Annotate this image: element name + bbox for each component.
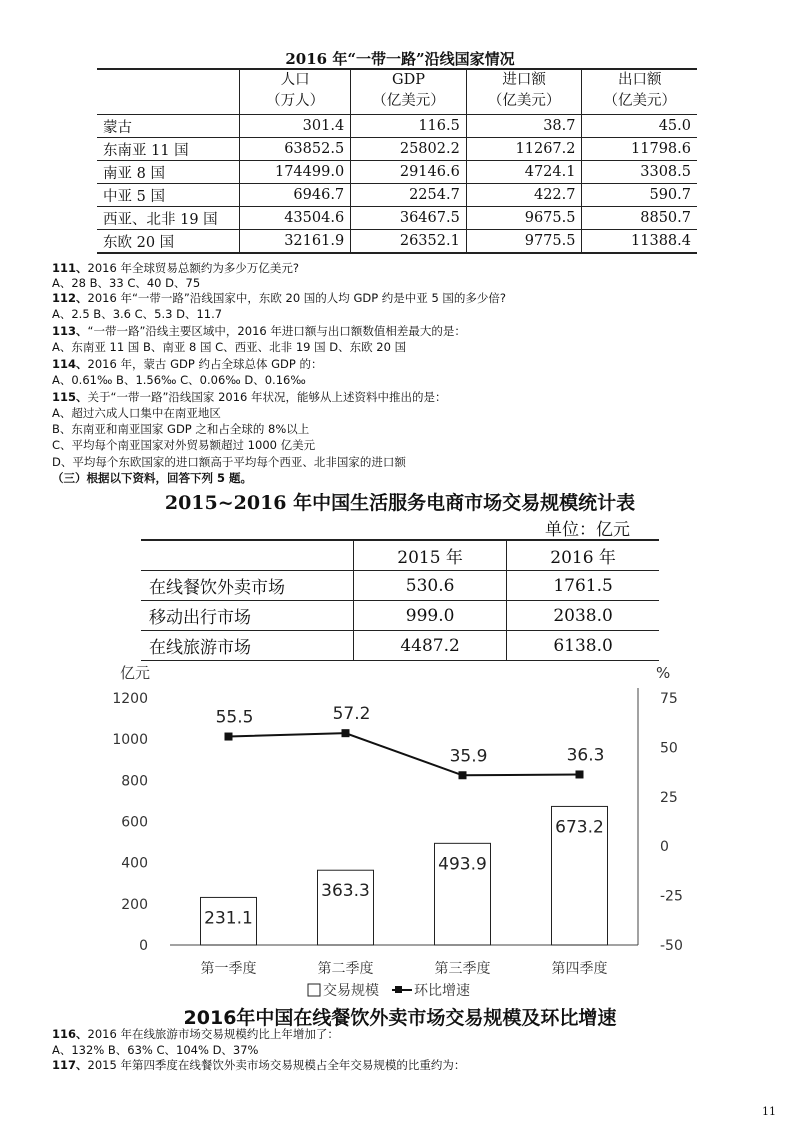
table2-header-2016: 2016 年: [507, 540, 659, 571]
imp-cell: 9775.5: [466, 230, 582, 254]
growth-marker: [225, 733, 233, 741]
y-tick-label: 600: [121, 814, 148, 831]
x-tick-label: 第四季度: [551, 961, 608, 977]
exp-cell: 590.7: [582, 184, 697, 207]
bar-value-label: 231.1: [204, 908, 253, 929]
exp-cell: 3308.5: [582, 161, 697, 184]
table1: [97, 68, 697, 254]
x-tick-label: 第三季度: [434, 961, 491, 977]
table1-header-gdp: GDP （亿美元）: [351, 69, 467, 115]
options-115-c: C、平均每个南亚国家对外贸易额超过 1000 亿美元: [52, 438, 316, 452]
pop-cell: 301.4: [240, 115, 351, 138]
table1-title: 2016 年“一带一路”沿线国家情况: [285, 50, 515, 68]
x-tick-label: 第一季度: [200, 961, 257, 977]
table2-corner: [141, 540, 354, 571]
options-114: A、0.61‰ B、1.56‰ C、0.06‰ D、0.16‰: [52, 373, 306, 387]
pop-cell: 43504.6: [240, 207, 351, 230]
legend-bar-swatch: [308, 984, 320, 996]
y2-axis-label: %: [656, 664, 671, 682]
y2-tick-label: -50: [660, 938, 683, 954]
region-cell: 东欧 20 国: [97, 230, 240, 254]
exp-cell: 45.0: [582, 115, 697, 138]
question-113: 113、“一带一路”沿线主要区域中，2016 年进口额与出口额数值相差最大的是：: [52, 324, 466, 338]
question-114: 114、2016 年，蒙古 GDP 约占全球总体 GDP 的：: [52, 357, 323, 371]
table-row: [97, 115, 697, 138]
market-cell: 在线旅游市场: [141, 631, 354, 661]
y-tick-label: 0: [139, 938, 148, 954]
y-tick-label: 200: [121, 896, 148, 913]
x-tick-label: 第二季度: [317, 961, 374, 977]
value-2016-cell: 1761.5: [507, 571, 659, 601]
pop-cell: 63852.5: [240, 138, 351, 161]
legend-bar-label: 交易规模: [323, 983, 379, 999]
options-113: A、东南亚 11 国 B、南亚 8 国 C、西亚、北非 19 国 D、东欧 20 国: [52, 340, 407, 354]
market-cell: 移动出行市场: [141, 601, 354, 631]
table2-header-2015: 2015 年: [354, 540, 507, 571]
imp-cell: 38.7: [466, 115, 582, 138]
table-row: [97, 184, 697, 207]
value-2015-cell: 530.6: [354, 571, 507, 601]
table-row: [141, 601, 659, 631]
value-2015-cell: 4487.2: [354, 631, 507, 661]
table-row: [97, 138, 697, 161]
y2-tick-label: 75: [660, 691, 678, 707]
table-row: [141, 631, 659, 661]
growth-line: [229, 733, 580, 775]
question-112: 112、2016 年“一带一路”沿线国家中，东欧 20 国的人均 GDP 约是中亚 5 国的多少倍?: [52, 291, 507, 305]
table1-header-imp: 进口额 （亿美元）: [466, 69, 582, 115]
growth-value-label: 57.2: [332, 704, 371, 725]
value-2016-cell: 2038.0: [507, 601, 659, 631]
y-tick-label: 1200: [112, 691, 148, 707]
region-cell: 东南亚 11 国: [97, 138, 240, 161]
table1-header-row: [97, 69, 697, 115]
table-row: [97, 230, 697, 254]
pop-cell: 6946.7: [240, 184, 351, 207]
question-117: 117、2015 年第四季度在线餐饮外卖市场交易规模占全年交易规模的比重约为：: [52, 1058, 466, 1072]
y2-tick-label: 25: [660, 789, 678, 806]
bar-value-label: 673.2: [555, 817, 604, 838]
gdp-cell: 25802.2: [351, 138, 467, 161]
options-115-b: B、东南亚和南亚国家 GDP 之和占全球的 8%以上: [52, 422, 310, 436]
combo-chart: [90, 660, 710, 1000]
table2-title: 2015~2016 年中国生活服务电商市场交易规模统计表: [164, 492, 636, 514]
options-116: A、132% B、63% C、104% D、37%: [52, 1043, 259, 1057]
imp-cell: 4724.1: [466, 161, 582, 184]
table-row: [141, 571, 659, 601]
options-112: A、2.5 B、3.6 C、5.3 D、11.7: [52, 307, 223, 321]
gdp-cell: 116.5: [351, 115, 467, 138]
y2-tick-label: 50: [660, 740, 678, 757]
region-cell: 中亚 5 国: [97, 184, 240, 207]
chart-title: 2016年中国在线餐饮外卖市场交易规模及环比增速: [183, 1007, 617, 1029]
y-axis-label: 亿元: [120, 664, 151, 682]
pop-cell: 32161.9: [240, 230, 351, 254]
y-tick-label: 400: [121, 855, 148, 872]
value-2016-cell: 6138.0: [507, 631, 659, 661]
y-tick-label: 800: [121, 773, 148, 790]
exp-cell: 8850.7: [582, 207, 697, 230]
options-115-a: A、超过六成人口集中在南亚地区: [52, 406, 221, 420]
region-cell: 西亚、北非 19 国: [97, 207, 240, 230]
imp-cell: 422.7: [466, 184, 582, 207]
table1-header-exp: 出口额 （亿美元）: [582, 69, 697, 115]
growth-marker: [342, 729, 350, 737]
y2-tick-label: 0: [660, 839, 669, 856]
growth-value-label: 36.3: [566, 745, 605, 766]
exp-cell: 11798.6: [582, 138, 697, 161]
question-111: 111、2016 年全球贸易总额约为多少万亿美元?: [52, 261, 300, 275]
legend-line-label: 环比增速: [414, 983, 470, 999]
growth-marker: [459, 771, 467, 779]
table1-corner: [97, 69, 240, 115]
options-111: A、28 B、33 C、40 D、75: [52, 276, 201, 290]
y-tick-label: 1000: [112, 732, 148, 749]
y2-tick-label: -25: [660, 888, 683, 905]
bar-value-label: 493.9: [438, 854, 487, 875]
bar-value-label: 363.3: [321, 881, 370, 902]
value-2015-cell: 999.0: [354, 601, 507, 631]
region-cell: 蒙古: [97, 115, 240, 138]
gdp-cell: 2254.7: [351, 184, 467, 207]
options-115-d: D、平均每个东欧国家的进口额高于平均每个西亚、北非国家的进口额: [52, 455, 406, 469]
exp-cell: 11388.4: [582, 230, 697, 254]
table2-unit: 单位：亿元: [545, 520, 630, 540]
question-115: 115、关于“一带一路”沿线国家 2016 年状况，能够从上述资料中推出的是：: [52, 390, 447, 404]
growth-value-label: 35.9: [449, 746, 488, 767]
question-116: 116、2016 年在线旅游市场交易规模约比上年增加了：: [52, 1027, 339, 1041]
gdp-cell: 36467.5: [351, 207, 467, 230]
page-number: 11: [762, 1105, 776, 1118]
gdp-cell: 26352.1: [351, 230, 467, 254]
growth-value-label: 55.5: [215, 707, 254, 728]
gdp-cell: 29146.6: [351, 161, 467, 184]
region-cell: 南亚 8 国: [97, 161, 240, 184]
table2: [141, 539, 659, 661]
table1-header-pop: 人口 （万人）: [240, 69, 351, 115]
imp-cell: 11267.2: [466, 138, 582, 161]
section-heading: （三）根据以下资料，回答下列 5 题。: [52, 471, 253, 485]
market-cell: 在线餐饮外卖市场: [141, 571, 354, 601]
growth-marker: [576, 770, 584, 778]
legend-line-marker: [395, 986, 402, 993]
table2-header-row: [141, 540, 659, 571]
table-row: [97, 207, 697, 230]
imp-cell: 9675.5: [466, 207, 582, 230]
table-row: [97, 161, 697, 184]
pop-cell: 174499.0: [240, 161, 351, 184]
